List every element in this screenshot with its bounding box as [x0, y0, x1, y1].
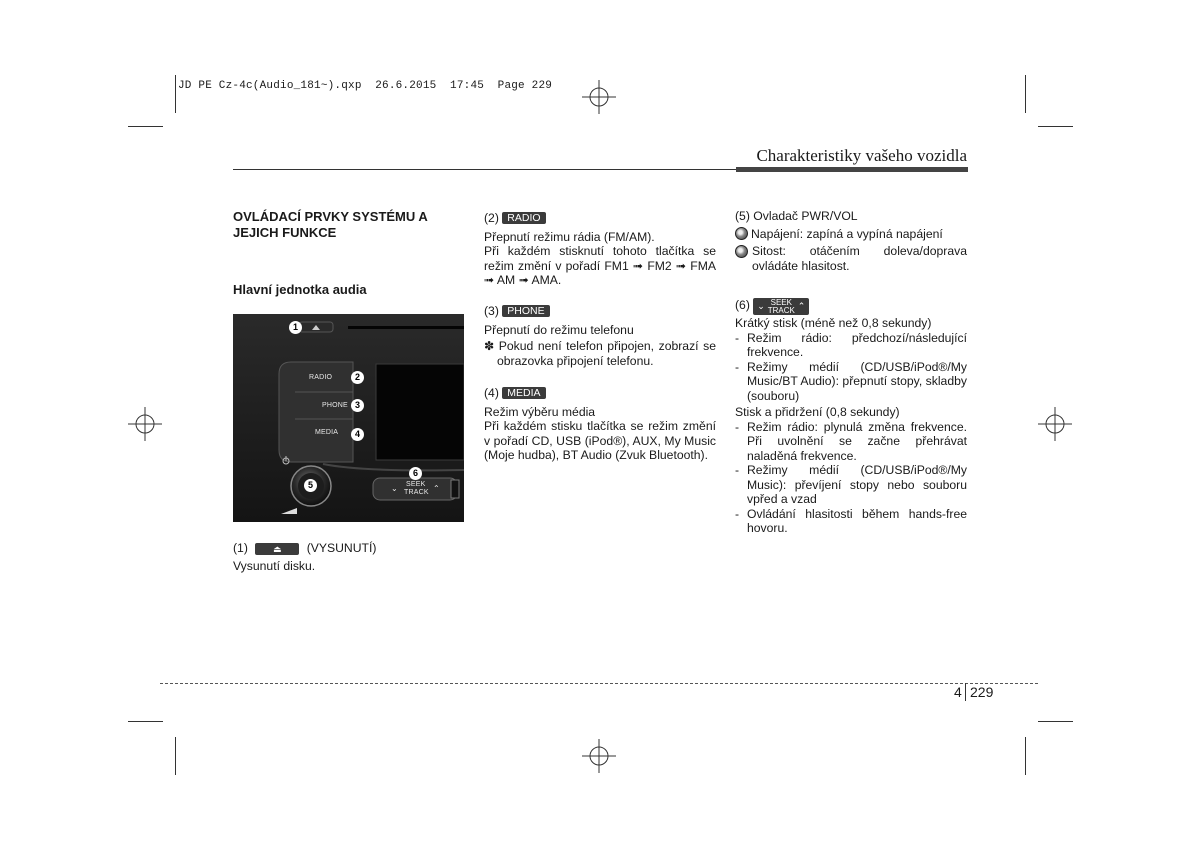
track-label: TRACK — [404, 489, 429, 496]
crop-mark-bottom-left-h — [128, 721, 163, 722]
hold-item: - Režim rádio: plynulá změna frekvence. Při uvolnění se začne přehrávat naladěná frekvence. — [735, 419, 967, 463]
hold-item-text: Režimy médií (CD/USB/iPod®/My Music): převíjení stopy nebo souboru vpřed a vzad — [747, 463, 967, 506]
section-4-header — [484, 386, 716, 401]
audio-unit-photo — [233, 314, 464, 522]
registration-mark-top — [582, 80, 616, 114]
section-5-power-text: Napájení: zapíná a vypíná napájení — [751, 226, 943, 241]
callout-1: 1 — [289, 321, 302, 334]
section-5 — [735, 209, 967, 273]
section-2-line-2: Při každém stisknutí tohoto tlačítka se režim změní v pořadí FM1 ➟ FM2 ➟ FMA ➟ AM ➟ AMA. — [484, 244, 716, 287]
chevron-up-icon: ⌃ — [797, 301, 806, 311]
hold-title: Stisk a přidržení (0,8 sekundy) — [735, 405, 900, 419]
short-press-title: Krátký stisk (méně než 0,8 sekundy) — [735, 316, 932, 330]
hold-item-text: Ovládání hlasitosti během hands-free hovoru. — [747, 506, 967, 535]
crop-mark-top-left-v — [175, 75, 176, 113]
short-press-item-text: Režim rádio: předchozí/následující frekvence. — [747, 330, 967, 359]
crop-mark-top-right-v — [1025, 75, 1026, 113]
registration-mark-left — [128, 407, 162, 441]
hold-item-text: Režim rádio: plynulá změna frekvence. Při uvolnění se začne přehrávat naladěná frekvence. — [747, 419, 967, 463]
footer-divider — [965, 683, 966, 701]
section-5-line-2 — [735, 244, 967, 273]
section-4-line-2: Při každém stisku tlačítka se režim změní v pořadí CD, USB (iPod®), AUX, My Music (Moje hudba), BT Audio (Zvuk Bluetooth). — [484, 419, 716, 462]
radio-button-label: RADIO — [309, 374, 333, 381]
seek-up-chevron: ⌃ — [433, 484, 440, 493]
seek-label: SEEK — [406, 481, 426, 488]
section-3 — [484, 304, 716, 368]
audio-unit-illustration — [233, 314, 464, 522]
crop-mark-top-left-h — [128, 126, 163, 127]
section-6 — [735, 298, 967, 536]
callout-4: 4 — [351, 428, 364, 441]
section-6-header — [735, 298, 967, 315]
knob-icon — [735, 227, 748, 240]
section-2 — [484, 211, 716, 288]
seek-tag-bottom: TRACK — [767, 306, 795, 315]
callout-5: 5 — [304, 479, 317, 492]
seek-down-chevron: ⌄ — [391, 484, 398, 493]
crop-mark-bottom-right-h — [1038, 721, 1073, 722]
chevron-down-icon: ⌄ — [757, 301, 765, 311]
section-5-volume-text: Sitost: otáčením doleva/doprava ovládáte hlasitost. — [752, 244, 967, 273]
crop-mark-bottom-left-v — [175, 737, 176, 775]
phone-tag: PHONE — [502, 305, 549, 317]
item-1-label: (VYSUNUTÍ) — [306, 541, 377, 555]
section-3-header — [484, 304, 716, 319]
short-press-item: - Režimy médií (CD/USB/iPod®/My Music/BT Audio): přepnutí stopy, skladby (souboru) — [735, 359, 967, 403]
page-number: 229 — [970, 684, 994, 700]
section-4-number: (4) — [484, 386, 499, 400]
callout-2: 2 — [351, 371, 364, 384]
callout-6: 6 — [409, 467, 422, 480]
section-4 — [484, 386, 716, 463]
section-2-header — [484, 211, 716, 226]
short-press-item: - Režim rádio: předchozí/následující frekvence. — [735, 330, 967, 359]
phone-button-label: PHONE — [322, 402, 348, 409]
section-5-line-1 — [735, 227, 967, 242]
section-2-number: (2) — [484, 211, 499, 225]
hold-item: - Režimy médií (CD/USB/iPod®/My Music): převíjení stopy nebo souboru vpřed a vzad — [735, 463, 967, 506]
footer-dotted-rule — [160, 683, 1038, 684]
eject-icon: ⏏ — [255, 543, 299, 555]
crop-mark-bottom-right-v — [1025, 737, 1026, 775]
seek-track-tag — [753, 298, 809, 315]
registration-mark-bottom — [582, 739, 616, 773]
section-2-line-1: Přepnutí režimu rádia (FM/AM). — [484, 229, 655, 244]
item-1-line — [233, 541, 463, 556]
section-heading: OVLÁDACÍ PRVKY SYSTÉMU A JEJICH FUNKCE — [233, 209, 428, 240]
item-1-number: (1) — [233, 541, 248, 555]
section-6-number: (6) — [735, 298, 750, 312]
running-head: Charakteristiky vašeho vozidla — [756, 146, 967, 165]
section-3-line-1: Přepnutí do režimu telefonu — [484, 322, 634, 337]
media-button-label: MEDIA — [315, 429, 339, 436]
item-1-description: Vysunutí disku. — [233, 559, 316, 573]
registration-mark-right — [1038, 407, 1072, 441]
seek-tag-top: SEEK — [770, 298, 792, 307]
crop-mark-top-right-h — [1038, 126, 1073, 127]
section-4-line-1: Režim výběru média — [484, 404, 596, 419]
section-subheading: Hlavní jednotka audia — [233, 282, 367, 297]
section-5-title: (5) Ovladač PWR/VOL — [735, 209, 858, 223]
section-3-note: ✽ Pokud není telefon připojen, zobrazí se obrazovka připojení telefonu. — [484, 339, 716, 368]
chapter-number: 4 — [954, 684, 962, 700]
section-3-number: (3) — [484, 304, 499, 318]
callout-3: 3 — [351, 399, 364, 412]
short-press-item-text: Režimy médií (CD/USB/iPod®/My Music/BT Audio): přepnutí stopy, skladby (souboru) — [747, 359, 967, 403]
hold-item: - Ovládání hlasitosti během hands-free hovoru. — [735, 506, 967, 535]
radio-tag: RADIO — [502, 212, 545, 224]
file-info: JD PE Cz-4c(Audio_181~).qxp 26.6.2015 17:45 Page 229 — [178, 80, 553, 92]
header-rule-accent — [736, 167, 968, 172]
knob-icon — [735, 245, 748, 258]
media-tag: MEDIA — [502, 387, 545, 399]
